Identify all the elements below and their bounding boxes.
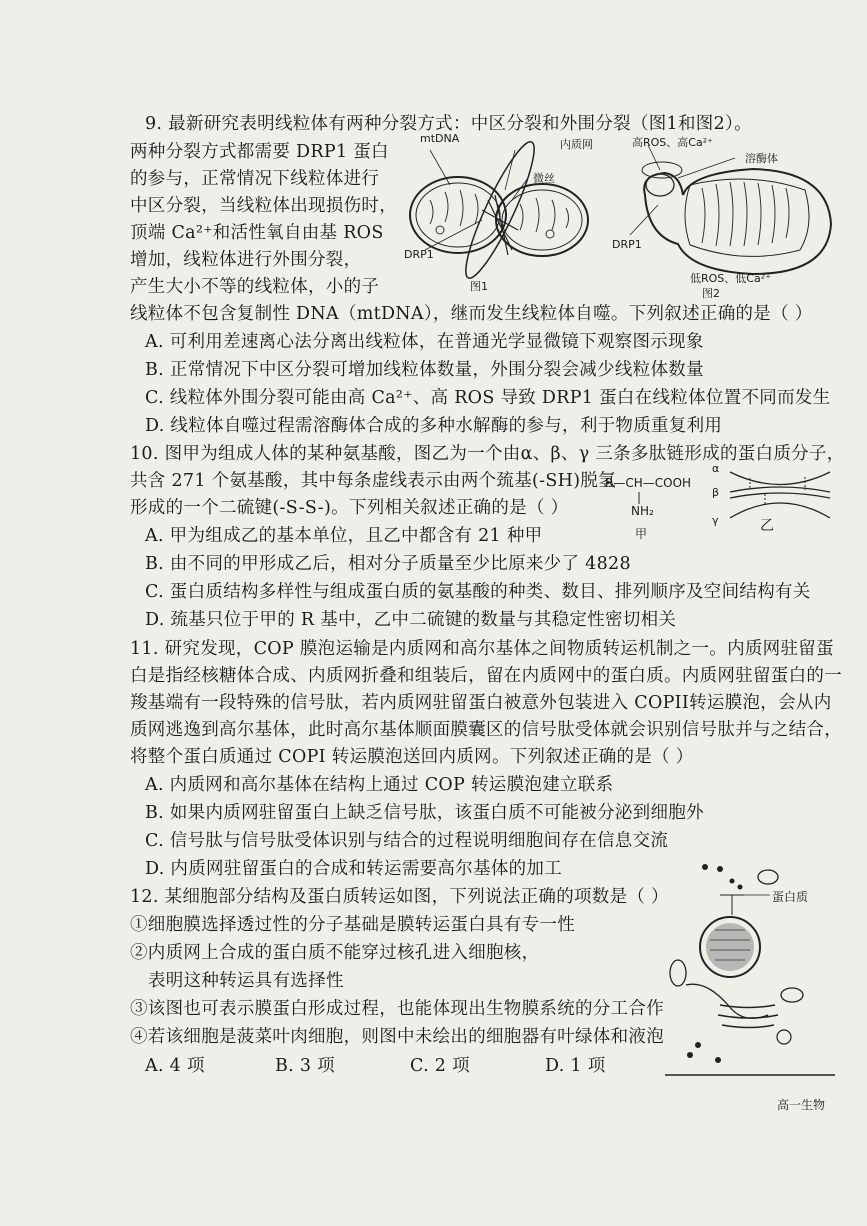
q9-option-a: A. 可利用差速离心法分离出线粒体，在普通光学显微镜下观察图示现象 bbox=[145, 332, 704, 352]
q11-stem-line1: 11. 研究发现，COP 膜泡运输是内质网和高尔基体之间物质转运机制之一。内质网驻留蛋 bbox=[130, 639, 834, 659]
q10-option-a: A. 甲为组成乙的基本单位，且乙中都含有 21 种甲 bbox=[145, 526, 543, 546]
q9-stem-line5: 顶端 Ca²⁺和活性氧自由基 ROS bbox=[130, 223, 384, 243]
q10-option-c: C. 蛋白质结构多样性与组成蛋白质的氨基酸的种类、数目、排列顺序及空间结构有关 bbox=[145, 582, 811, 602]
q12-statement-2b: 表明这种转运具有选择性 bbox=[148, 971, 344, 991]
q11-option-c: C. 信号肽与信号肽受体识别与结合的过程说明细胞间存在信息交流 bbox=[145, 831, 669, 851]
fig2-label-high: 高ROS、高Ca²⁺ bbox=[632, 136, 713, 149]
q12-stem: 12. 某细胞部分结构及蛋白质转运如图，下列说法正确的项数是（ ） bbox=[130, 887, 669, 907]
q9-option-c: C. 线粒体外围分裂可能由高 Ca²⁺、高 ROS 导致 DRP1 蛋白在线粒体位置不同而发生 bbox=[145, 388, 831, 408]
q12-option-c: C. 2 项 bbox=[410, 1056, 470, 1076]
q11-option-b: B. 如果内质网驻留蛋白上缺乏信号肽，该蛋白质不可能被分泌到细胞外 bbox=[145, 803, 704, 823]
q9-option-d: D. 线粒体自噬过程需溶酶体合成的多种水解酶的参与，利于物质重复利用 bbox=[145, 416, 723, 436]
fig2-caption: 图2 bbox=[702, 287, 720, 300]
q9-stem-line7: 产生大小不等的线粒体，小的子 bbox=[130, 277, 380, 297]
figure-1-midzone-fission bbox=[400, 130, 605, 300]
q12-option-d: D. 1 项 bbox=[545, 1056, 606, 1076]
page-footer: 高一生物 bbox=[776, 1098, 825, 1112]
q12-statement-2: ②内质网上合成的蛋白质不能穿过核孔进入细胞核， bbox=[130, 943, 540, 963]
fig1-caption: 图1 bbox=[470, 280, 488, 293]
q10-stem-line3: 形成的一个二硫键(-S-S-)。下列相关叙述正确的是（ ） bbox=[130, 498, 569, 518]
q10-stem-line2: 共含 271 个氨基酸，其中每条虚线表示由两个巯基(-SH)脱氢 bbox=[130, 471, 616, 491]
label-yi: 乙 bbox=[760, 518, 774, 534]
q10-option-b: B. 由不同的甲形成乙后，相对分子质量至少比原来少了 4828 bbox=[145, 554, 631, 574]
fig2-label-drp1: DRP1 bbox=[612, 238, 642, 251]
q12-statement-3: ③该图也可表示膜蛋白形成过程，也能体现出生物膜系统的分工合作 bbox=[130, 999, 664, 1019]
label-protein: 蛋白质 bbox=[772, 890, 809, 904]
q11-stem-line5: 将整个蛋白质通过 COPI 转运膜泡送回内质网。下列叙述正确的是（ ） bbox=[130, 747, 694, 767]
formula-nh2: NH₂ bbox=[631, 504, 654, 518]
q9-stem-line6: 增加，线粒体进行外围分裂， bbox=[130, 250, 362, 270]
q11-stem-line4: 质网逃逸到高尔基体，此时高尔基体顺面膜囊区的信号肽受体就会识别信号肽并与之结合， bbox=[130, 720, 842, 740]
figure-2-peripheral-fission bbox=[610, 130, 840, 300]
fig1-label-er: 内质网 bbox=[560, 138, 593, 151]
figure-jia-amino-acid bbox=[605, 470, 705, 540]
q9-stem-line4: 中区分裂，当线粒体出现损伤时， bbox=[130, 196, 397, 216]
q11-stem-line3: 羧基端有一段特殊的信号肽，若内质网驻留蛋白被意外包装进入 COPII转运膜泡，会从内 bbox=[130, 693, 832, 713]
formula-main: R—CH—COOH bbox=[605, 476, 692, 490]
q9-stem-line3: 的参与，正常情况下线粒体进行 bbox=[130, 169, 380, 189]
q12-option-a: A. 4 项 bbox=[145, 1056, 205, 1076]
q11-stem-line2: 白是指经核糖体合成、内质网折叠和组装后，留在内质网中的蛋白质。内质网驻留蛋白的一 bbox=[130, 666, 842, 686]
q11-option-a: A. 内质网和高尔基体在结构上通过 COP 转运膜泡建立联系 bbox=[145, 775, 614, 795]
q10-stem-line1: 10. 图甲为组成人体的某种氨基酸，图乙为一个由α、β、γ 三条多肽链形成的蛋白质分子， bbox=[130, 444, 845, 464]
q9-stem-line8: 线粒体不包含复制性 DNA（mtDNA），继而发生线粒体自噬。下列叙述正确的是（ ） bbox=[130, 304, 813, 324]
figure-cell-protein-transport bbox=[660, 855, 840, 1085]
figure-yi-protein bbox=[710, 460, 835, 540]
fig2-label-low: 低ROS、低Ca²⁺ bbox=[690, 272, 771, 285]
q12-statement-4: ④若该细胞是菠菜叶肉细胞，则图中未绘出的细胞器有叶绿体和液泡 bbox=[130, 1027, 664, 1047]
q11-option-d: D. 内质网驻留蛋白的合成和转运需要高尔基体的加工 bbox=[145, 859, 563, 879]
q12-statement-1: ①细胞膜选择透过性的分子基础是膜转运蛋白具有专一性 bbox=[130, 915, 575, 935]
fig1-label-drp1: DRP1 bbox=[404, 248, 434, 261]
q12-option-b: B. 3 项 bbox=[275, 1056, 335, 1076]
q9-stem-line1: 9. 最新研究表明线粒体有两种分裂方式：中区分裂和外围分裂（图1和图2）。 bbox=[145, 114, 752, 134]
q9-stem-line2: 两种分裂方式都需要 DRP1 蛋白 bbox=[130, 142, 389, 162]
label-jia: 甲 bbox=[635, 527, 648, 541]
label-alpha: α bbox=[712, 462, 720, 475]
q10-option-d: D. 巯基只位于甲的 R 基中，乙中二硫键的数量与其稳定性密切相关 bbox=[145, 610, 677, 630]
fig1-label-mtdna: mtDNA bbox=[420, 132, 460, 145]
fig1-label-microfilament: 微丝 bbox=[533, 172, 555, 185]
label-beta: β bbox=[712, 486, 720, 499]
q9-option-b: B. 正常情况下中区分裂可增加线粒体数量，外围分裂会减少线粒体数量 bbox=[145, 360, 704, 380]
fig2-label-lysosome: 溶酶体 bbox=[745, 152, 778, 165]
label-gamma: γ bbox=[712, 514, 719, 527]
